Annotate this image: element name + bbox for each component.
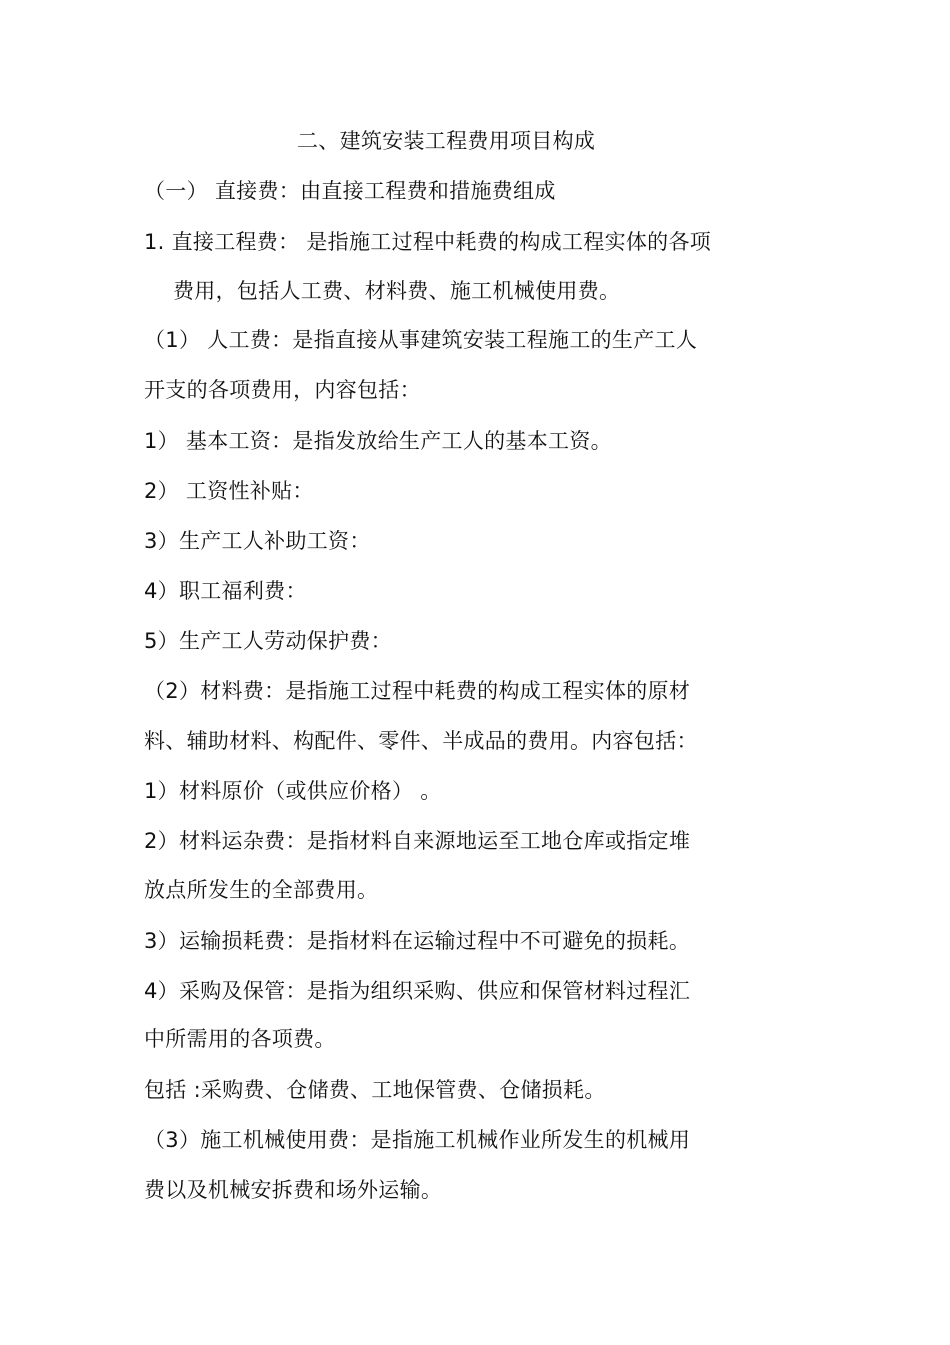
text-line: 中所需用的各项费。 (144, 1027, 336, 1051)
text-line: 料、辅助材料、构配件、零件、半成品的费用。内容包括： (144, 729, 698, 753)
text-line: 2）材料运杂费：是指材料自来源地运至工地仓库或指定堆 (144, 829, 691, 853)
text-line: （2）材料费：是指施工过程中耗费的构成工程实体的原材 (144, 679, 691, 703)
text-line: （1） 人工费：是指直接从事建筑安装工程施工的生产工人 (144, 328, 698, 352)
text-line: 3）运输损耗费：是指材料在运输过程中不可避免的损耗。 (144, 929, 691, 953)
text-line: 5）生产工人劳动保护费： (144, 629, 392, 653)
text-line: （一） 直接费：由直接工程费和措施费组成 (144, 179, 556, 203)
text-line: 3）生产工人补助工资： (144, 529, 371, 553)
document-title: 二、建筑安装工程费用项目构成 (297, 129, 596, 153)
text-line: 1）材料原价（或供应价格） 。 (144, 779, 442, 803)
text-line: 费用，包括人工费、材料费、施工机械使用费。 (173, 279, 621, 303)
text-line: 包括 :采购费、仓储费、工地保管费、仓储损耗。 (144, 1078, 606, 1102)
text-line: 放点所发生的全部费用。 (144, 878, 379, 902)
text-line: 开支的各项费用，内容包括： (144, 378, 421, 402)
text-line: 1. 直接工程费： 是指施工过程中耗费的构成工程实体的各项 (144, 230, 712, 254)
text-line: 4）采购及保管：是指为组织采购、供应和保管材料过程汇 (144, 979, 691, 1003)
text-line: 4）职工福利费： (144, 579, 307, 603)
text-line: 1） 基本工资：是指发放给生产工人的基本工资。 (144, 429, 612, 453)
text-line: 2） 工资性补贴： (144, 479, 314, 503)
text-line: 费以及机械安拆费和场外运输。 (144, 1178, 443, 1202)
text-line: （3）施工机械使用费：是指施工机械作业所发生的机械用 (144, 1128, 691, 1152)
